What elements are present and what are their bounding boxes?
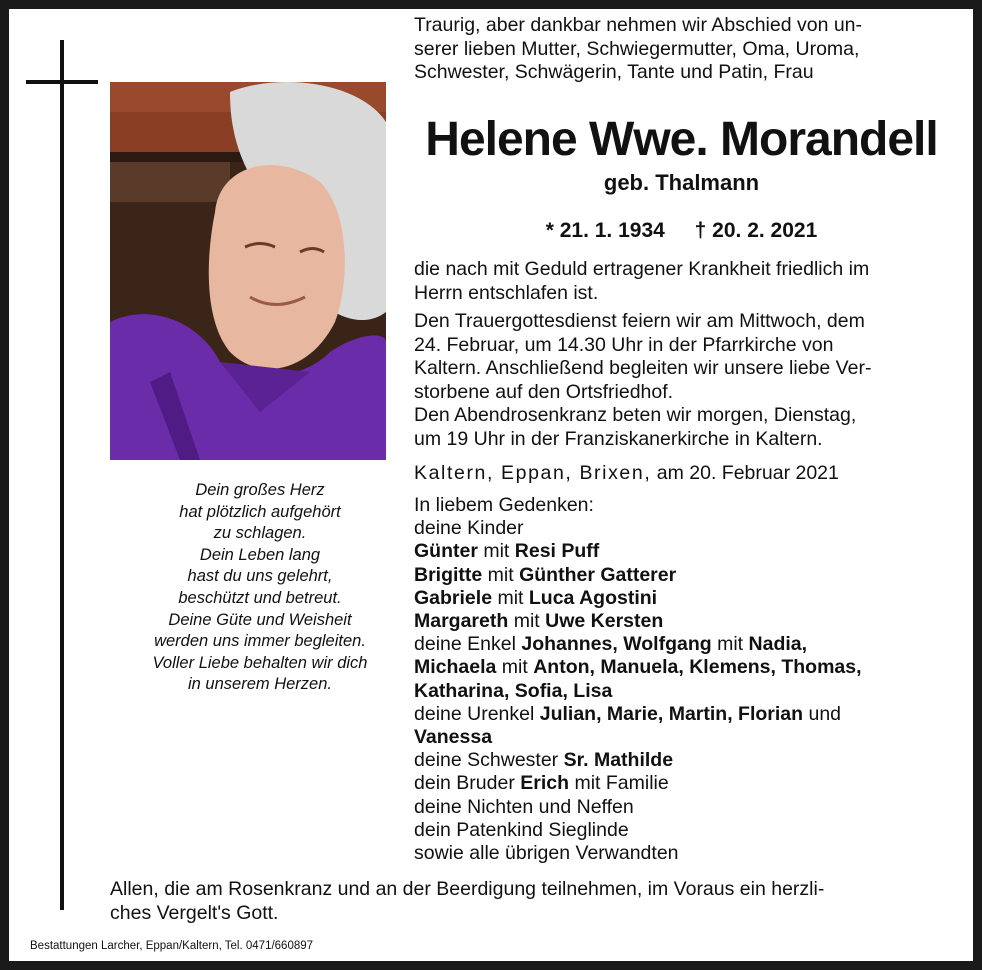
service-line: Kaltern. Anschließend begleiten wir unsere liebe Ver- bbox=[414, 357, 872, 380]
poem-line: Deine Güte und Weisheit bbox=[168, 610, 352, 629]
poem-line: Voller Liebe behalten wir dich bbox=[152, 653, 368, 672]
grandchildren-entry: deine Enkel Johannes, Wolfgang mit Nadia, bbox=[414, 633, 808, 656]
portrait-photo bbox=[110, 82, 386, 460]
place-towns: Kaltern, Eppan, Brixen, bbox=[414, 462, 652, 484]
service-line: Den Abendrosenkranz beten wir morgen, Dienstag, bbox=[414, 404, 857, 427]
passing-line: Herrn entschlafen ist. bbox=[414, 281, 599, 304]
poem-line: hat plötzlich aufgehört bbox=[179, 502, 341, 521]
service-text bbox=[414, 310, 949, 452]
place-date bbox=[414, 462, 949, 486]
passing-line: die nach mit Geduld ertragener Krankheit friedlich im bbox=[414, 258, 870, 280]
poem-line: hast du uns gelehrt, bbox=[187, 567, 333, 586]
poem-line: werden uns immer begleiten. bbox=[154, 632, 366, 651]
child-entry: Gabriele mit Luca Agostini bbox=[414, 586, 658, 609]
brother-entry: dein Bruder Erich mit Familie bbox=[414, 772, 669, 795]
passing-text bbox=[414, 258, 949, 305]
intro-line: Traurig, aber dankbar nehmen wir Abschied von un- bbox=[414, 14, 863, 36]
deceased-name: Helene Wwe. Morandell bbox=[425, 113, 938, 166]
poem-line: Dein großes Herz bbox=[195, 481, 325, 499]
poem-line: zu schlagen. bbox=[213, 524, 307, 543]
thanks-line: ches Vergelt's Gott. bbox=[110, 901, 279, 924]
children-label: deine Kinder bbox=[414, 517, 524, 540]
poem-line: in unserem Herzen. bbox=[188, 675, 332, 694]
notice-date: am 20. Februar 2021 bbox=[656, 462, 839, 484]
birth-date: * 21. 1. 1934 bbox=[545, 219, 665, 242]
memorial-poem bbox=[110, 480, 410, 696]
service-line: 24. Februar, um 14.30 Uhr in der Pfarrkirche von bbox=[414, 333, 834, 356]
poem-line: beschützt und betreut. bbox=[178, 588, 342, 607]
grandchildren-entry: Michaela mit Anton, Manuela, Klemens, Thomas, bbox=[414, 656, 862, 679]
poem-line: Dein Leben lang bbox=[199, 545, 321, 564]
cross-icon bbox=[60, 40, 64, 910]
great-grandchildren-entry: deine Urenkel Julian, Marie, Martin, Florian und bbox=[414, 702, 842, 725]
intro-line: serer lieben Mutter, Schwiegermutter, Oma, Uroma, bbox=[414, 37, 860, 60]
mourners-header: In liebem Gedenken: bbox=[414, 494, 594, 516]
relatives-entry: sowie alle übrigen Verwandten bbox=[414, 842, 679, 865]
cross-icon-bar bbox=[26, 80, 98, 84]
thanks-text bbox=[110, 878, 950, 925]
intro-text bbox=[414, 14, 949, 85]
service-line: Den Trauergottesdienst feiern wir am Mittwoch, dem bbox=[414, 310, 865, 332]
mourners-list bbox=[414, 494, 954, 865]
death-date: † 20. 2. 2021 bbox=[694, 219, 818, 242]
child-entry: Günter mit Resi Puff bbox=[414, 540, 600, 563]
birth-name: geb. Thalmann bbox=[603, 170, 760, 195]
grandchildren-entry: Katharina, Sofia, Lisa bbox=[414, 679, 613, 702]
godchild-entry: dein Patenkind Sieglinde bbox=[414, 818, 629, 841]
sister-entry: deine Schwester Sr. Mathilde bbox=[414, 749, 674, 772]
nieces-entry: deine Nichten und Neffen bbox=[414, 795, 634, 818]
life-dates bbox=[414, 216, 949, 246]
intro-line: Schwester, Schwägerin, Tante und Patin, Frau bbox=[414, 61, 814, 84]
child-entry: Margareth mit Uwe Kersten bbox=[414, 610, 664, 633]
funeral-home-credit: Bestattungen Larcher, Eppan/Kaltern, Tel. 0471/660897 bbox=[30, 940, 314, 952]
great-grandchildren-entry: Vanessa bbox=[414, 726, 493, 749]
child-entry: Brigitte mit Günther Gatterer bbox=[414, 563, 677, 586]
service-line: um 19 Uhr in der Franziskanerkirche in Kaltern. bbox=[414, 427, 823, 450]
thanks-line: Allen, die am Rosenkranz und an der Beerdigung teilnehmen, im Voraus ein herzli- bbox=[110, 878, 825, 900]
service-line: storbene auf den Ortsfriedhof. bbox=[414, 380, 674, 403]
